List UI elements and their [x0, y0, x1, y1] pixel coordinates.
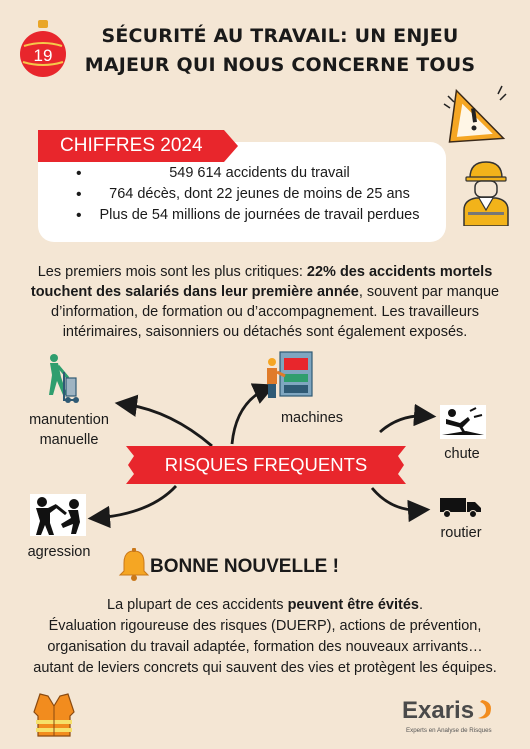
logo-tagline: Experts en Analyse de Risques: [406, 727, 492, 734]
title-line-1: SÉCURITÉ AU TRAVAIL: UN ENJEU: [101, 25, 459, 47]
risk-label-road: routier: [440, 525, 482, 541]
fall-icon: [440, 405, 486, 439]
risk-label-handling: manutention manuelle: [29, 412, 109, 448]
title-line-2: MAJEUR QUI NOUS CONCERNE TOUS: [84, 54, 476, 76]
arrow-road: [372, 488, 422, 510]
risks-banner-label: RISQUES FREQUENTS: [164, 454, 368, 475]
intro-highlight: 22% des accidents mortels touchent des salariés dans leur première année: [30, 264, 493, 300]
intro-paragraph: Les premiers mois sont les plus critiques: 22% des accidents mortels touchent des salariés dans leur première année, souvent par manque d’information, de formation ou d’accompagnement. Les travailleurs intérimaires, saisonniers ou détachés sont également exposés.: [30, 264, 500, 340]
machines-icon: [262, 348, 314, 400]
aggression-icon: [30, 494, 86, 536]
figures-banner: CHIFFRES 2024: [38, 130, 224, 162]
arrow-handling: [123, 404, 212, 446]
list-item: • 764 décès, dont 22 jeunes de moins de 25 ans: [40, 184, 445, 205]
truck-icon: [440, 496, 482, 518]
logo-name: Exaris: [402, 697, 475, 724]
exaris-logo: [396, 690, 506, 740]
closing-paragraph: La plupart de ces accidents peuvent être évités. Évaluation rigoureuse des risques (DUERP), actions de prévention, organisation du travail adaptée, formation des nouveaux arrivants… autant de leviers concrets qui sauvent des vies et protègent les équipes.: [33, 597, 497, 676]
ornament-number: 19: [33, 46, 53, 65]
list-item: • 549 614 accidents du travail: [40, 163, 445, 184]
good-news-title: BONNE NOUVELLE !: [150, 556, 339, 577]
hand-truck-icon: [42, 352, 82, 404]
arrow-fall: [380, 416, 428, 432]
risk-label-aggression: agression: [27, 544, 91, 560]
bell-icon: [118, 548, 150, 582]
closing-highlight: peuvent être évités: [287, 597, 419, 613]
safety-vest-icon: [30, 690, 78, 738]
risk-label-machines: machines: [280, 410, 344, 426]
arrow-aggression: [96, 486, 176, 518]
logo-swirl-icon: [478, 700, 491, 719]
risk-label-fall: chute: [444, 446, 480, 462]
list-item: • Plus de 54 millions de journées de travail perdues: [40, 205, 445, 226]
